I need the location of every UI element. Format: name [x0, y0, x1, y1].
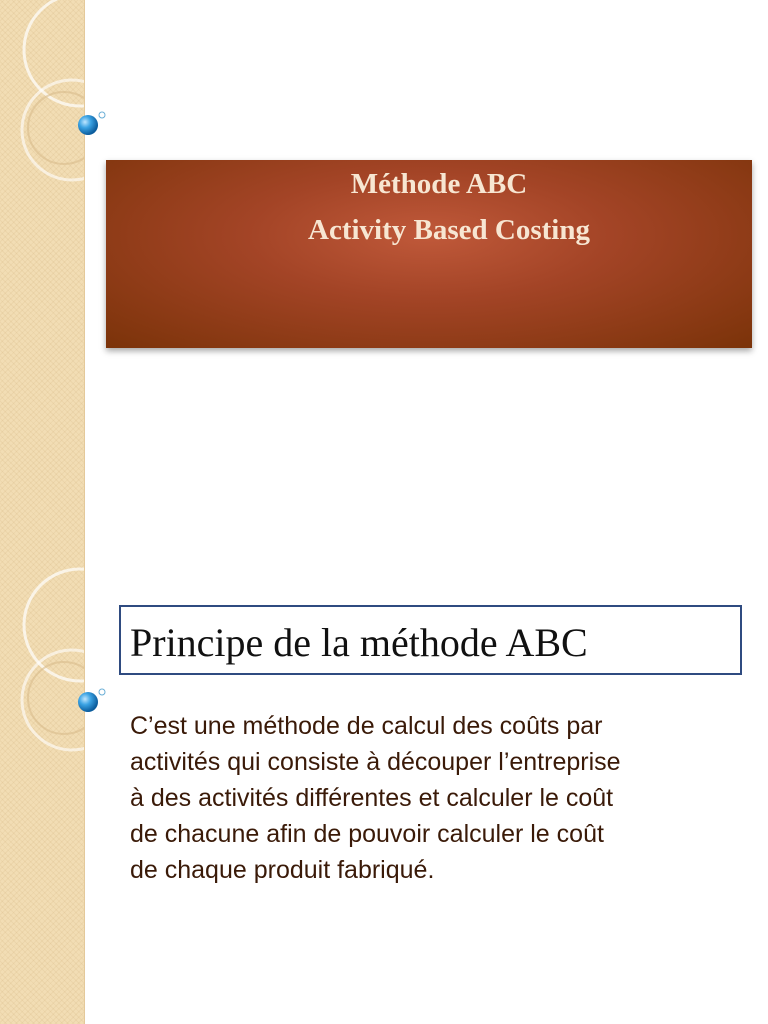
section-heading: Principe de la méthode ABC [130, 620, 588, 665]
blue-bullet-icon [70, 105, 110, 145]
blue-bullet-icon [70, 682, 110, 722]
body-line: de chacune afin de pouvoir calculer le coût [130, 820, 604, 848]
body-line: C’est une méthode de calcul des coûts par [130, 712, 603, 740]
slide-title: Méthode ABC [350, 168, 528, 200]
body-line: activités qui consiste à découper l’entreprise [130, 748, 621, 776]
decorative-rings [0, 0, 84, 1024]
heading-box [119, 605, 742, 675]
decorative-side-strip [0, 0, 85, 1024]
body-line: de chaque produit fabriqué. [130, 856, 435, 884]
slide-subtitle: Activity Based Costing [308, 214, 590, 246]
title-banner [106, 160, 752, 348]
body-line: à des activités différentes et calculer le coût [130, 784, 614, 812]
body-paragraph [130, 708, 730, 888]
